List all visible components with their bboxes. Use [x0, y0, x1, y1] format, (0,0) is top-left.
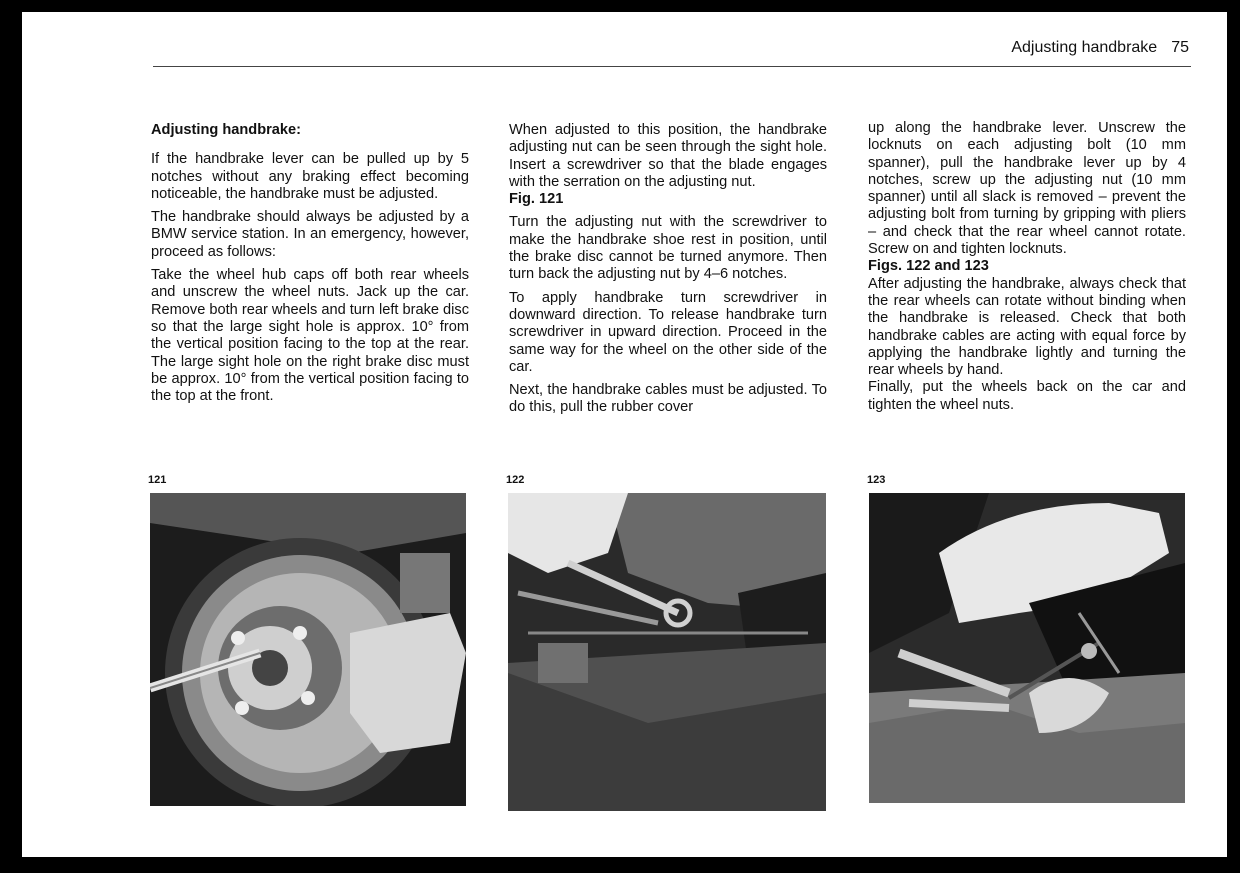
column-1 — [151, 122, 469, 411]
figure-label-122: 122 — [506, 474, 525, 486]
manual-page — [22, 12, 1227, 857]
figure-label-123: 123 — [867, 474, 886, 486]
header-rule — [153, 66, 1191, 67]
paragraph: When adjusted to this position, the handbrake adjusting nut can be seen through the sight hole. Insert a screwdriver so that the blade engages with the serration on the adjusting nut. — [509, 122, 827, 190]
page-header — [22, 39, 1189, 57]
brake-disc-illustration — [150, 493, 466, 806]
header-title: Adjusting handbrake — [1011, 39, 1158, 56]
figure-reference: Fig. 121 — [509, 191, 564, 208]
column-2 — [509, 122, 827, 423]
paragraph: Take the wheel hub caps off both rear wheels and unscrew the wheel nuts. Jack up the car. Remove both rear wheels and turn left brake disc so that the large sight hole is approx. 10° from the vertical position facing to the top at the rear. The large sight hole on the right brake disc must be approx. 10° from the vertical position facing to the top at the front. — [151, 267, 469, 405]
figure-121-photo — [150, 493, 466, 806]
paragraph: The handbrake should always be adjusted by a BMW service station. In an emergency, however, proceed as follows: — [151, 209, 469, 260]
paragraph: Finally, put the wheels back on the car and tighten the wheel nuts. — [868, 379, 1186, 413]
column-3 — [868, 120, 1186, 420]
paragraph: Next, the handbrake cables must be adjusted. To do this, pull the rubber cover — [509, 382, 827, 416]
figure-label-121: 121 — [148, 474, 167, 486]
section-heading: Adjusting handbrake: — [151, 122, 301, 138]
paragraph: Turn the adjusting nut with the screwdriver to make the handbrake shoe rest in position, until the brake disc cannot be turned anymore. Then turn back the adjusting nut by 4–6 notches. — [509, 214, 827, 283]
paragraph: After adjusting the handbrake, always check that the rear wheels can rotate without binding when the handbrake is released. Check that both handbrake cables are acting with equal force by applying the handbrake lightly and turning the rear wheels by hand. — [868, 275, 1186, 379]
pliers-adjusting-illustration — [869, 493, 1185, 803]
page-number: 75 — [1171, 39, 1189, 56]
figure-122-photo — [508, 493, 826, 811]
paragraph: If the handbrake lever can be pulled up by 5 notches without any braking effect becoming noticeable, the handbrake must be adjusted. — [151, 151, 469, 202]
paragraph: up along the handbrake lever. Unscrew the locknuts on each adjusting bolt (10 mm spanner), pull the handbrake lever up by 4 notches, screw up the adjusting nut (10 mm spanner) until all slack is removed – prevent the adjusting bolt from turning by gripping with pliers – and check that the rear wheel cannot rotate. Screw on and tighten locknuts. — [868, 120, 1186, 258]
figure-123-photo — [869, 493, 1185, 803]
paragraph: To apply handbrake turn screwdriver in downward direction. To release handbrake turn screwdriver in upward direction. Proceed in the same way for the wheel on the other side of the car. — [509, 289, 827, 375]
figure-reference: Figs. 122 and 123 — [868, 258, 989, 275]
handbrake-lever-illustration — [508, 493, 826, 811]
